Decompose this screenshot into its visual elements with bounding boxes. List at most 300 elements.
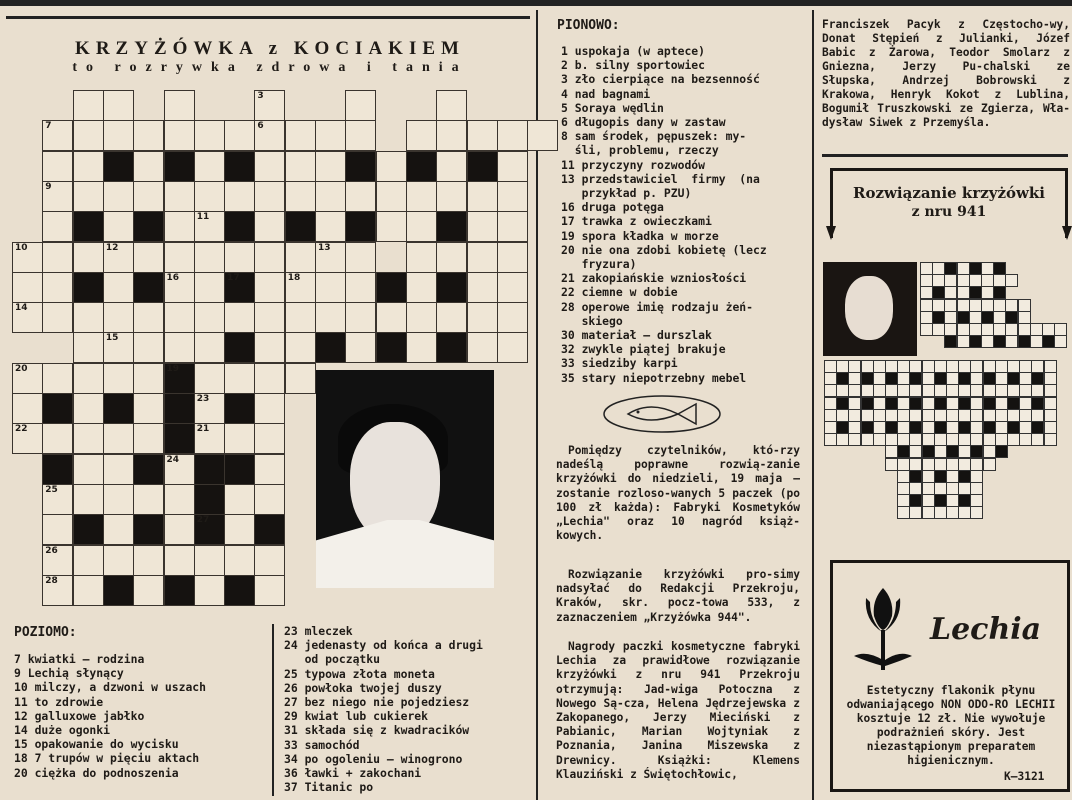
grid-cell[interactable] (345, 332, 376, 363)
solution-title-1: Rozwiązanie krzyżówki (853, 184, 1045, 202)
grid-cell[interactable] (164, 272, 195, 303)
solution-cell (909, 409, 922, 422)
grid-cell[interactable] (224, 363, 255, 394)
solution-cell (1007, 384, 1020, 397)
solution-cell (873, 409, 886, 422)
solution-cell (922, 494, 935, 507)
grid-cell[interactable] (224, 120, 255, 151)
clue-vertical: 33 siedziby karpi (561, 356, 678, 371)
solution-cell (946, 397, 959, 410)
grid-cell[interactable] (224, 181, 255, 212)
grid-cell[interactable] (224, 302, 255, 333)
solution-cell (885, 421, 898, 434)
grid-cell[interactable] (194, 423, 225, 454)
grid-cell[interactable] (42, 575, 73, 606)
solution-cell (934, 482, 947, 495)
solution-cell (993, 311, 1006, 324)
grid-cell[interactable] (133, 545, 164, 576)
solution-cell (981, 286, 994, 299)
clue-number: 25 (45, 484, 58, 495)
clue-29h: 29 kwiat lub cukierek (284, 709, 429, 724)
grid-cell[interactable] (467, 120, 498, 151)
grid-cell[interactable] (497, 181, 528, 212)
grid-cell[interactable] (164, 545, 195, 576)
grid-cell[interactable] (133, 363, 164, 394)
grid-cell[interactable] (164, 120, 195, 151)
grid-cell (224, 393, 255, 424)
clue-vertical: 16 druga potęga (561, 200, 664, 215)
grid-cell[interactable] (285, 272, 316, 303)
solution-cell (969, 286, 982, 299)
grid-cell[interactable] (42, 120, 73, 151)
solution-cell (848, 397, 861, 410)
grid-cell[interactable] (254, 363, 285, 394)
grid-cell[interactable] (73, 363, 104, 394)
grid-cell[interactable] (467, 302, 498, 333)
grid-cell[interactable] (164, 454, 195, 485)
grid-cell[interactable] (406, 211, 437, 242)
solution-cell (995, 409, 1008, 422)
grid-cell[interactable] (406, 332, 437, 363)
grid-cell[interactable] (103, 423, 134, 454)
grid-cell[interactable] (12, 302, 43, 333)
solution-cell (934, 409, 947, 422)
solution-cell (946, 482, 959, 495)
grid-cell[interactable] (103, 514, 134, 545)
grid-cell[interactable] (224, 514, 255, 545)
solution-cell (836, 409, 849, 422)
grid-cell[interactable] (285, 332, 316, 363)
solution-cell (946, 494, 959, 507)
solution-cell (958, 433, 971, 446)
grid-cell[interactable] (224, 242, 255, 273)
solution-cell (1018, 311, 1031, 324)
grid-cell[interactable] (467, 332, 498, 363)
solution-cell (1019, 421, 1032, 434)
solution-cell (958, 445, 971, 458)
grid-cell[interactable] (467, 211, 498, 242)
grid-cell[interactable] (73, 90, 104, 121)
grid-cell[interactable] (12, 363, 43, 394)
solution-cell (1005, 335, 1018, 348)
poziomo-heading: POZIOMO: (14, 625, 77, 640)
solution-cell (958, 360, 971, 373)
grid-cell[interactable] (406, 302, 437, 333)
grid-cell[interactable] (133, 423, 164, 454)
tulip-icon (848, 580, 918, 672)
grid-cell (164, 423, 195, 454)
solution-cell (958, 372, 971, 385)
solution-cell (1044, 384, 1057, 397)
grid-cell[interactable] (527, 120, 558, 151)
grid-cell[interactable] (497, 332, 528, 363)
grid-cell[interactable] (315, 211, 346, 242)
grid-cell (254, 514, 285, 545)
solution-cell (897, 482, 910, 495)
grid-cell[interactable] (42, 484, 73, 515)
solution-cell (946, 360, 959, 373)
column-rule-left (6, 16, 530, 19)
clue-20h: 20 ciężka do podnoszenia (14, 765, 179, 780)
solution-cell (1018, 323, 1031, 336)
solution-cell (1005, 323, 1018, 336)
grid-cell[interactable] (345, 90, 376, 121)
solution-cell (934, 445, 947, 458)
clue-number: 21 (196, 424, 210, 435)
grid-cell[interactable] (345, 302, 376, 333)
grid-cell[interactable] (73, 454, 104, 485)
crossword-title: KRZYŻÓWKA z KOCIAKIEM (75, 38, 465, 59)
solution-cell (995, 397, 1008, 410)
solution-cell (1044, 433, 1057, 446)
solution-cell (946, 433, 959, 446)
clue-number: 16 (166, 272, 180, 283)
clue-vertical: 3 zło cierpiące na bezsenność (561, 72, 760, 87)
grid-cell[interactable] (194, 242, 225, 273)
solution-cell (946, 409, 959, 422)
grid-cell[interactable] (73, 302, 104, 333)
grid-cell[interactable] (73, 242, 104, 273)
grid-cell[interactable] (224, 484, 255, 515)
grid-cell[interactable] (133, 151, 164, 182)
solution-cell (897, 421, 910, 434)
grid-cell[interactable] (103, 211, 134, 242)
solution-cell (909, 506, 922, 519)
solution-cell (995, 384, 1008, 397)
grid-cell[interactable] (164, 514, 195, 545)
solution-cell (824, 360, 837, 373)
grid-cell (224, 151, 255, 182)
grid-cell[interactable] (467, 242, 498, 273)
top-rule (0, 0, 1072, 6)
grid-cell[interactable] (497, 120, 528, 151)
grid-cell[interactable] (315, 181, 346, 212)
clue-number: 24 (166, 454, 180, 465)
grid-cell[interactable] (406, 242, 437, 273)
clue-7h: 7 kwiatki — rodzina (14, 652, 145, 666)
grid-cell[interactable] (194, 545, 225, 576)
grid-cell[interactable] (164, 302, 195, 333)
solution-cell (1031, 372, 1044, 385)
grid-cell[interactable] (345, 181, 376, 212)
solution-cell (1054, 335, 1067, 348)
grid-cell (73, 272, 104, 303)
grid-cell[interactable] (497, 302, 528, 333)
solution-cell (934, 494, 947, 507)
grid-cell[interactable] (254, 272, 285, 303)
grid-cell[interactable] (103, 302, 134, 333)
solution-cell (1042, 323, 1055, 336)
grid-cell[interactable] (285, 363, 316, 394)
grid-cell[interactable] (406, 272, 437, 303)
grid-cell[interactable] (103, 332, 134, 363)
clue-number: 6 (257, 121, 264, 132)
grid-cell[interactable] (164, 484, 195, 515)
grid-cell[interactable] (12, 423, 43, 454)
grid-cell (406, 151, 437, 182)
grid-cell[interactable] (254, 211, 285, 242)
grid-cell (194, 454, 225, 485)
grid-cell[interactable] (103, 272, 134, 303)
grid-cell[interactable] (194, 120, 225, 151)
grid-cell[interactable] (133, 120, 164, 151)
solution-cell (885, 360, 898, 373)
grid-cell[interactable] (254, 151, 285, 182)
solution-cell (958, 506, 971, 519)
grid-cell[interactable] (133, 393, 164, 424)
grid-cell (164, 575, 195, 606)
grid-cell[interactable] (73, 545, 104, 576)
grid-cell[interactable] (254, 302, 285, 333)
grid-cell[interactable] (254, 575, 285, 606)
grid-cell[interactable] (42, 514, 73, 545)
solution-cell (897, 433, 910, 446)
solution-cell (1007, 433, 1020, 446)
grid-cell[interactable] (194, 272, 225, 303)
solution-cell (1031, 384, 1044, 397)
solution-box-arrows (826, 226, 1072, 246)
solution-cell (969, 299, 982, 312)
grid-cell[interactable] (103, 90, 134, 121)
solution-cell (1044, 409, 1057, 422)
grid-cell[interactable] (497, 211, 528, 242)
grid-cell[interactable] (12, 272, 43, 303)
grid-cell[interactable] (224, 545, 255, 576)
solution-cell (1019, 409, 1032, 422)
solution-cell (957, 323, 970, 336)
grid-cell[interactable] (406, 181, 437, 212)
grid-cell (103, 393, 134, 424)
solution-cell (944, 274, 957, 287)
grid-cell[interactable] (436, 151, 467, 182)
solution-cell (1044, 421, 1057, 434)
grid-cell[interactable] (164, 90, 195, 121)
clue-34h: 34 po ogoleniu — winogrono (284, 751, 463, 766)
grid-cell (103, 575, 134, 606)
grid-cell[interactable] (164, 181, 195, 212)
solution-cell (1019, 397, 1032, 410)
grid-cell[interactable] (285, 242, 316, 273)
grid-cell[interactable] (42, 545, 73, 576)
clue-vertical: skiego (561, 313, 623, 328)
solution-cell (946, 506, 959, 519)
pionowo-list (561, 44, 767, 385)
solution-cell (1044, 397, 1057, 410)
clue-vertical: 1 uspokaja (w aptece) (561, 44, 706, 58)
solution-cell (983, 397, 996, 410)
grid-cell[interactable] (285, 181, 316, 212)
grid-cell[interactable] (73, 393, 104, 424)
grid-cell (194, 484, 225, 515)
grid-cell (436, 332, 467, 363)
grid-cell (345, 151, 376, 182)
grid-cell[interactable] (73, 575, 104, 606)
grid-cell (42, 393, 73, 424)
grid-cell[interactable] (73, 332, 104, 363)
fish-logo-icon (600, 392, 724, 436)
solution-cell (970, 409, 983, 422)
grid-cell[interactable] (194, 181, 225, 212)
grid-cell[interactable] (42, 363, 73, 394)
solution-cell (932, 299, 945, 312)
grid-cell[interactable] (436, 90, 467, 121)
grid-cell[interactable] (194, 575, 225, 606)
grid-cell[interactable] (133, 332, 164, 363)
grid-cell[interactable] (315, 272, 346, 303)
solution-cell (922, 433, 935, 446)
solution-cell (1030, 335, 1043, 348)
clue-23h: 23 mleczek (284, 624, 353, 638)
solution-cell (957, 286, 970, 299)
grid-cell[interactable] (194, 211, 225, 242)
grid-cell[interactable] (315, 242, 346, 273)
grid-cell[interactable] (133, 484, 164, 515)
grid-cell (42, 454, 73, 485)
solution-cell (932, 323, 945, 336)
grid-cell[interactable] (315, 302, 346, 333)
grid-cell[interactable] (345, 120, 376, 151)
grid-cell[interactable] (42, 151, 73, 182)
solution-cell (993, 323, 1006, 336)
grid-cell[interactable] (194, 151, 225, 182)
grid-cell[interactable] (73, 120, 104, 151)
solution-cell (909, 445, 922, 458)
grid-cell[interactable] (376, 151, 407, 182)
solution-cell (1007, 421, 1020, 434)
grid-cell[interactable] (376, 181, 407, 212)
grid-cell[interactable] (254, 90, 285, 121)
grid-cell[interactable] (12, 393, 43, 424)
grid-cell[interactable] (285, 120, 316, 151)
grid-cell[interactable] (224, 423, 255, 454)
grid-cell[interactable] (315, 120, 346, 151)
solution-cell (969, 311, 982, 324)
solution-cell (969, 262, 982, 275)
grid-cell[interactable] (73, 181, 104, 212)
kitten-photo (316, 370, 494, 588)
solution-cell (1007, 397, 1020, 410)
grid-cell[interactable] (42, 302, 73, 333)
grid-cell[interactable] (42, 181, 73, 212)
clue-number: 23 (196, 394, 210, 404)
grid-cell[interactable] (254, 484, 285, 515)
solution-cell (922, 506, 935, 519)
solution-cell (946, 372, 959, 385)
solution-cell (932, 286, 945, 299)
grid-cell[interactable] (133, 575, 164, 606)
grid-cell[interactable] (406, 120, 437, 151)
solution-cell (934, 372, 947, 385)
solution-cell (958, 494, 971, 507)
clue-number: 10 (15, 242, 28, 253)
grid-cell[interactable] (42, 272, 73, 303)
grid-cell[interactable] (194, 393, 225, 424)
grid-cell[interactable] (194, 332, 225, 363)
grid-cell[interactable] (164, 211, 195, 242)
grid-cell[interactable] (133, 302, 164, 333)
grid-cell[interactable] (497, 272, 528, 303)
grid-cell[interactable] (467, 181, 498, 212)
grid-cell[interactable] (254, 332, 285, 363)
grid-cell[interactable] (254, 120, 285, 151)
grid-cell[interactable] (345, 272, 376, 303)
grid-cell[interactable] (103, 484, 134, 515)
grid-cell[interactable] (103, 454, 134, 485)
grid-cell[interactable] (164, 242, 195, 273)
solution-cell (983, 421, 996, 434)
grid-cell[interactable] (436, 120, 467, 151)
grid-cell[interactable] (42, 211, 73, 242)
solution-cell (836, 421, 849, 434)
grid-cell[interactable] (254, 423, 285, 454)
solution-cell (1054, 323, 1067, 336)
contest-paragraph-1: Pomiędzy czytelników, któ-rzy nadeślą poprawne rozwią-zanie krzyżówki do niedzieli, 19 maja — zostanie rozloso-wanych 5 paczek (po 100 zł każda): Fabryki Kosmetyków „Lechia" oraz 10 nagród książ-kowych. (556, 444, 800, 543)
grid-cell[interactable] (254, 393, 285, 424)
solution-cell (1018, 335, 1031, 348)
grid-cell (224, 272, 255, 303)
grid-cell[interactable] (103, 363, 134, 394)
grid-cell[interactable] (436, 181, 467, 212)
grid-cell[interactable] (285, 302, 316, 333)
poziomo-col2 (284, 624, 483, 794)
grid-cell[interactable] (103, 120, 134, 151)
grid-cell[interactable] (103, 545, 134, 576)
grid-cell[interactable] (376, 302, 407, 333)
grid-cell[interactable] (436, 302, 467, 333)
clue-vertical: 21 zakopiańskie wzniosłości (561, 271, 747, 286)
solution-cell (861, 397, 874, 410)
grid-cell[interactable] (497, 151, 528, 182)
clue-vertical: 2 b. silny sportowiec (561, 58, 706, 73)
grid-cell[interactable] (12, 242, 43, 273)
grid-cell[interactable] (103, 242, 134, 273)
grid-cell[interactable] (164, 332, 195, 363)
solution-cell (909, 433, 922, 446)
grid-cell[interactable] (345, 242, 376, 273)
grid-cell[interactable] (254, 181, 285, 212)
grid-cell[interactable] (254, 545, 285, 576)
grid-cell (224, 575, 255, 606)
grid-cell[interactable] (73, 151, 104, 182)
solution-cell (995, 445, 1008, 458)
grid-cell[interactable] (315, 151, 346, 182)
solution-cell (922, 421, 935, 434)
grid-cell[interactable] (103, 181, 134, 212)
grid-cell[interactable] (254, 454, 285, 485)
solution-cell (909, 421, 922, 434)
grid-cell[interactable] (497, 242, 528, 273)
clue-number: 9 (45, 181, 52, 192)
solution-cell (1019, 360, 1032, 373)
solution-cell (885, 458, 898, 471)
grid-cell[interactable] (133, 181, 164, 212)
grid-cell[interactable] (436, 242, 467, 273)
grid-cell[interactable] (42, 242, 73, 273)
grid-cell[interactable] (194, 302, 225, 333)
grid-cell[interactable] (73, 484, 104, 515)
grid-cell[interactable] (73, 423, 104, 454)
grid-cell[interactable] (194, 363, 225, 394)
solution-cell (969, 335, 982, 348)
solution-cell (944, 286, 957, 299)
grid-cell[interactable] (285, 151, 316, 182)
grid-cell[interactable] (376, 211, 407, 242)
grid-cell[interactable] (467, 272, 498, 303)
grid-cell[interactable] (254, 242, 285, 273)
solution-cell (983, 372, 996, 385)
grid-cell[interactable] (133, 242, 164, 273)
grid-cell[interactable] (42, 423, 73, 454)
